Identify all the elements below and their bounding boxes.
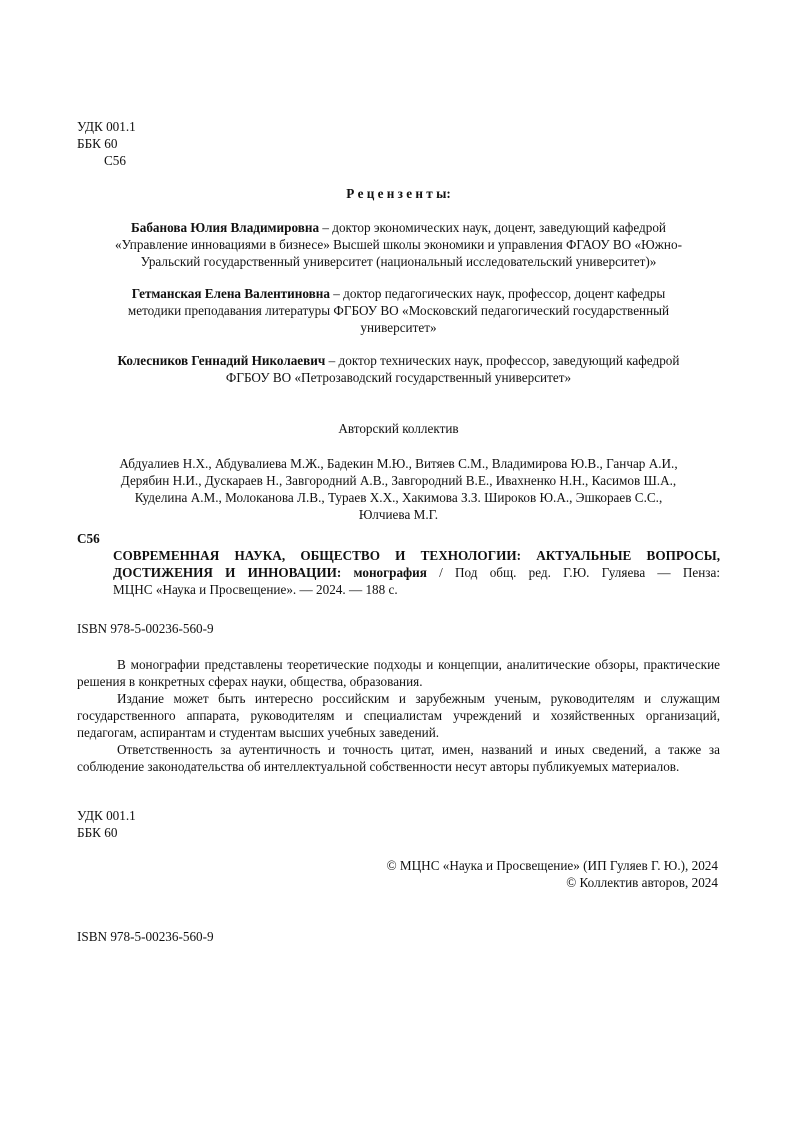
authors-line: Куделина А.М., Молоканова Л.В., Тураев Х.Х., Хакимова З.З. Широков Ю.А., Эшкораев С.С., — [134, 490, 663, 505]
reviewer-name: Гетманская Елена Валентиновна — [131, 286, 330, 301]
annotation — [77, 656, 720, 775]
bib-editor: / Под общ. ред. Г.Ю. Гуляева — Пенза: — [426, 565, 720, 580]
udk-code: УДК 001.1 — [77, 119, 136, 134]
reviewer-desc-line: «Управление инновациями в бизнесе» Высшей школы экономики и управления ФГАОУ ВО «Южно- — [115, 237, 682, 252]
bib-publisher: МЦНС «Наука и Просвещение». — 2024. — 188 с. — [113, 582, 398, 597]
reviewer-2 — [77, 285, 720, 336]
reviewer-1 — [77, 219, 720, 270]
bbk-code-bottom: ББК 60 — [77, 825, 118, 840]
bbk-code: ББК 60 — [77, 136, 118, 151]
bib-record — [113, 547, 720, 598]
reviewer-desc: – доктор педагогических наук, профессор, доцент кафедры — [329, 286, 666, 301]
reviewer-3 — [77, 352, 720, 386]
book-title-line: СОВРЕМЕННАЯ НАУКА, ОБЩЕСТВО И ТЕХНОЛОГИИ: АКТУАЛЬНЫЕ ВОПРОСЫ, — [113, 548, 720, 563]
copyright — [387, 857, 718, 891]
reviewer-desc: – доктор технических наук, профессор, заведующий кафедрой — [325, 353, 680, 368]
reviewer-name: Колесников Геннадий Николаевич — [117, 353, 326, 368]
bib-mark: С56 — [77, 531, 100, 546]
udk-code-bottom: УДК 001.1 — [77, 808, 136, 823]
reviewer-desc-line: Уральский государственный университет (национальный исследовательский университет)» — [140, 254, 657, 269]
reviewer-desc: – доктор экономических наук, доцент, заведующий кафедрой — [319, 220, 666, 235]
authors-line: Юлчиева М.Г. — [358, 507, 439, 522]
isbn-top: ISBN 978-5-00236-560-9 — [77, 621, 214, 636]
authors-line: Абдуалиев Н.Х., Абдувалиева М.Ж., Бадекин М.Ю., Витяев С.М., Владимирова Ю.В., Ганчар А.И., — [119, 456, 678, 471]
annotation-paragraph: В монографии представлены теоретические подходы и концепции, аналитические обзоры, практические решения в конкретных сферах науки, общества, образования. — [77, 657, 720, 689]
authors-heading: Авторский коллектив — [338, 421, 459, 436]
reviewer-desc-line: ФГБОУ ВО «Петрозаводский государственный университет» — [225, 370, 572, 385]
book-title-line: ДОСТИЖЕНИЯ И ИННОВАЦИИ: монография — [113, 565, 427, 580]
copyright-line: © МЦНС «Наука и Просвещение» (ИП Гуляев Г. Ю.), 2024 — [386, 858, 718, 873]
isbn-bottom: ISBN 978-5-00236-560-9 — [77, 929, 214, 944]
copyright-line: © Коллектив авторов, 2024 — [566, 875, 718, 890]
annotation-paragraph: Ответственность за аутентичность и точность цитат, имен, названий и иных сведений, а также за соблюдение законодательства об интеллектуальной собственности несут авторы публикуемых материалов. — [77, 742, 720, 774]
reviewer-desc-line: методики преподавания литературы ФГБОУ ВО «Московский педагогический государственный — [127, 303, 670, 318]
author-mark: С56 — [104, 153, 126, 168]
authors-line: Дерябин Н.И., Дускараев Н., Завгородний А.В., Завгородний В.Е., Ивахненко Н.Н., Касимов Ш.А., — [120, 473, 677, 488]
annotation-paragraph: Издание может быть интересно российским и зарубежным ученым, руководителям и служащим государственного аппарата, руководителям и специалистам учреждений и хозяйственных организаций, педагогам, аспирантам и студентам высших учебных заведений. — [77, 691, 720, 740]
reviewers-heading: Р е ц е н з е н т ы: — [346, 186, 451, 201]
authors-list — [77, 455, 720, 523]
reviewer-desc-line: университет» — [360, 320, 437, 335]
reviewer-name: Бабанова Юлия Владимировна — [131, 220, 320, 235]
